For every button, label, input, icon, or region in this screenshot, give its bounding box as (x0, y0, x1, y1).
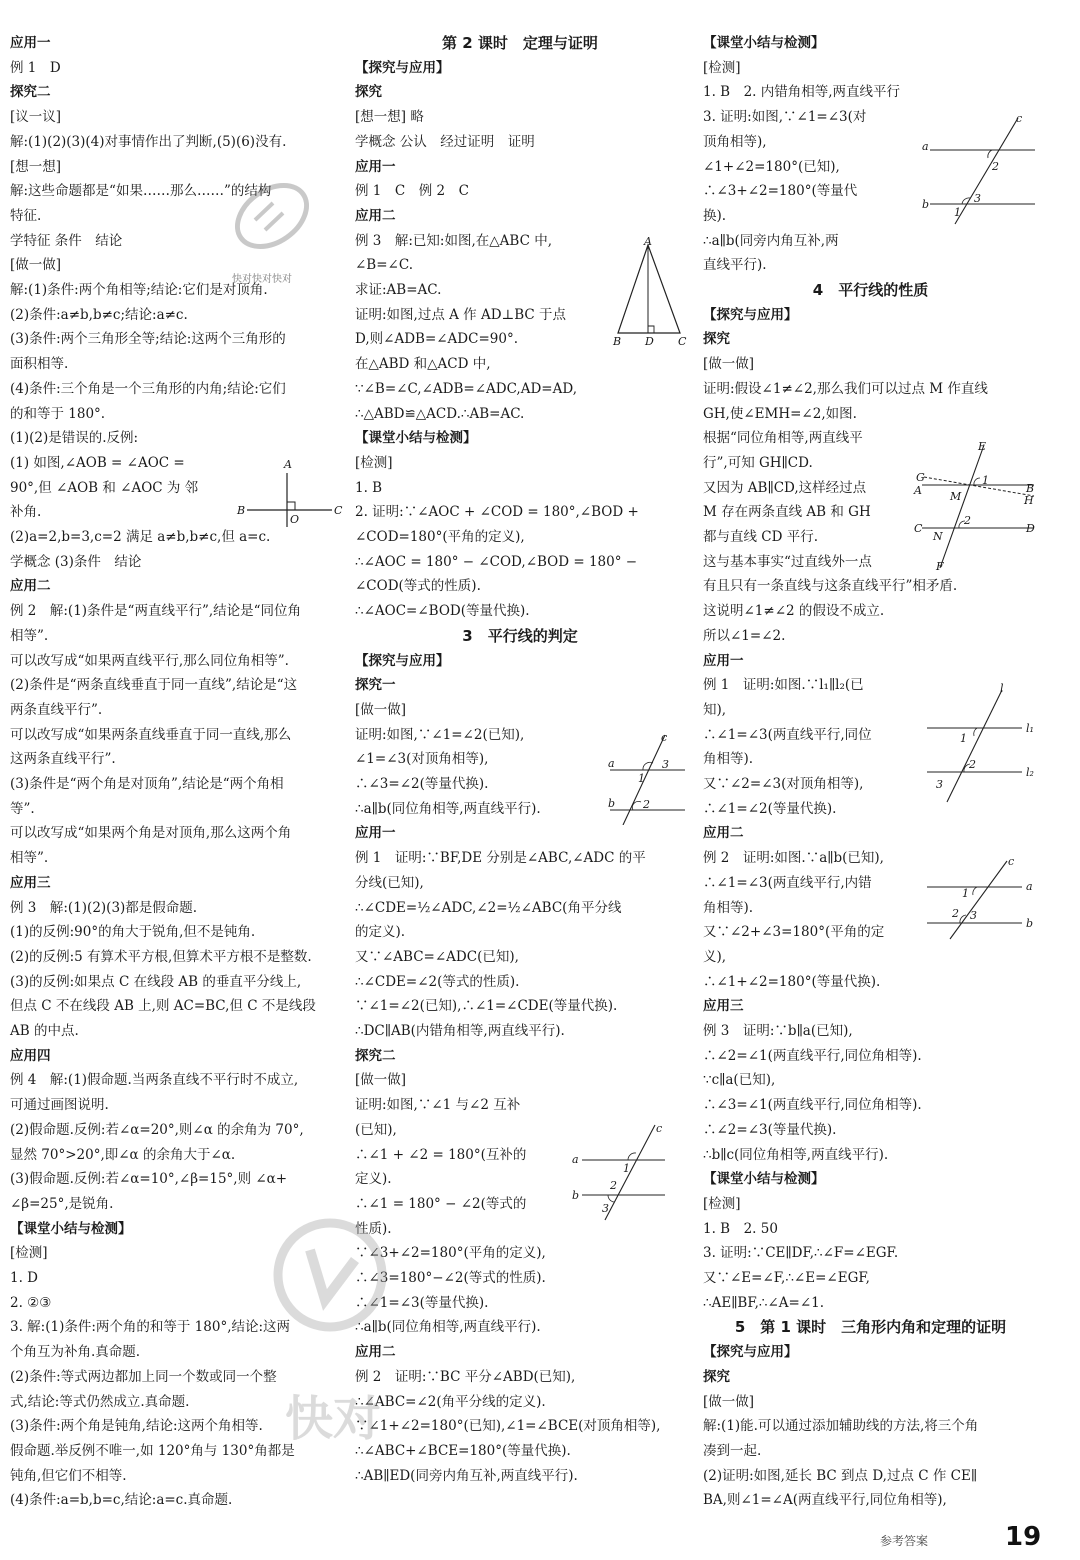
figure-label: A (284, 458, 292, 471)
text-line: ∴∠3=∠2(等量代换). (355, 776, 489, 792)
text-line: 根据“同位角相等,两直线平 (703, 430, 863, 447)
text-line: (3)假命题.反例:若∠α=10°,∠β=15°,则 ∠α+ (10, 1171, 288, 1188)
text-line: (3)条件:两个角是钝角,结论:这两个角相等. (10, 1418, 263, 1435)
figure-isosceles-triangle (610, 235, 695, 350)
text-line: [做一做] (355, 1072, 407, 1089)
text-line: 证明:如图,∵∠1 与∠2 互补 (355, 1097, 521, 1114)
text-line: (1)(2)是错误的.反例: (10, 430, 139, 447)
text-line: 特征. (10, 207, 42, 224)
figure-label: l (1000, 682, 1004, 695)
watermark-logo (225, 168, 320, 263)
figure-label: D (1026, 522, 1035, 535)
figure-label: a (922, 140, 929, 153)
figure-label: b (1026, 917, 1034, 930)
text-line: [想一想] (10, 158, 62, 175)
text-line: 证明:如图,∵∠1=∠2(已知), (355, 726, 525, 743)
text-line: [议一议] (10, 109, 62, 126)
text-line: ∴AE∥BF,∴∠A=∠1. (703, 1294, 825, 1311)
text-line: ∵∠1=∠2(已知),∴∠1=∠CDE(等量代换). (355, 998, 618, 1015)
text-line: 2. 证明:∵∠AOC + ∠COD = 180°,∠BOD + (355, 504, 639, 521)
text-line: 1. D (10, 1270, 38, 1286)
subheading: 探究 (355, 84, 382, 101)
text-line: [做一做] (703, 356, 755, 373)
text-line: ∠β=25°,是锐角. (10, 1195, 114, 1212)
text-line: ∴∠2=∠3(等量代换). (703, 1121, 837, 1138)
text-line: ∴AB∥ED(同旁内角互补,两直线平行). (355, 1467, 578, 1484)
subheading: 应用三 (703, 998, 744, 1015)
text-line: 解:这些命题都是“如果……那么……”的结构 (10, 183, 272, 200)
text-line: (2)条件:等式两边都加上同一个数或同一个整 (10, 1368, 277, 1385)
text-line: 角相等). (703, 899, 754, 916)
figure-label: a (1026, 880, 1033, 893)
text-line: 学特征 条件 结论 (10, 232, 123, 249)
figure-label: 2 (992, 160, 999, 173)
text-line: 知), (703, 701, 727, 718)
text-line: 相等”. (10, 627, 49, 644)
figure-parallel-lines-1 (605, 730, 690, 825)
figure-label: B (1026, 482, 1035, 495)
figure-label: b (922, 198, 930, 211)
text-line: 顶角相等), (703, 133, 767, 150)
text-line: 求证:AB=AC. (355, 282, 442, 298)
figure-label: 3 (602, 1202, 609, 1215)
text-line: (2)证明:如图,延长 BC 到点 D,过点 C 作 CE∥ (703, 1467, 978, 1484)
text-line: 这两条直线平行”. (10, 751, 116, 768)
text-line: 换). (703, 207, 727, 224)
subheading: 应用一 (355, 158, 396, 175)
text-line: ∴△ABD≌△ACD.∴AB=AC. (355, 405, 525, 422)
subheading: 【探究与应用】 (355, 652, 450, 669)
section-heading: 3 平行线的判定 (462, 626, 578, 645)
text-line: 角相等). (703, 751, 754, 768)
figure-label: 2 (969, 758, 976, 771)
text-line: 例 3 解:(1)(2)(3)都是假命题. (10, 899, 198, 916)
figure-label: C (914, 522, 923, 535)
subheading: 应用二 (355, 1344, 396, 1361)
figure-label: 2 (952, 907, 959, 920)
text-line: 钝角,但它们不相等. (10, 1467, 127, 1484)
section-heading: 第 2 课时 定理与证明 (442, 34, 598, 52)
text-line: (3)条件是“两个角是对顶角”,结论是“两个角相 (10, 776, 284, 792)
text-line: 解:(1)条件:两个角相等;结论:它们是对顶角. (10, 282, 268, 298)
text-line: 假命题.举反例不唯一,如 120°角与 130°角都是 (10, 1442, 295, 1459)
text-line: 显然 70°>20°,即∠α 的余角大于∠α. (10, 1146, 236, 1163)
figure-label: 2 (964, 514, 971, 527)
figure-label: c (1016, 112, 1023, 125)
figure-label: a (572, 1153, 579, 1166)
text-line: 在△ABD 和△ACD 中, (355, 356, 491, 373)
text-line: (2)的反例:5 有算术平方根,但算术平方根不是整数. (10, 948, 312, 965)
text-line: 2. ②③ (10, 1294, 52, 1311)
page-number: 19 (1005, 1522, 1042, 1552)
text-line: ∴∠1+∠2=180°(等量代换). (703, 973, 881, 990)
text-line: 例 3 解:已知:如图,在△ABC 中, (355, 232, 552, 249)
text-line: 例 4 解:(1)假命题.当两条直线不平行时不成立, (10, 1072, 299, 1089)
text-line: ∴∠2=∠1(两直线平行,同位角相等). (703, 1047, 922, 1064)
text-line: D,则∠ADB=∠ADC=90°. (355, 331, 518, 348)
text-line: ∠COD(等式的性质). (355, 578, 481, 595)
subheading: 【探究与应用】 (703, 306, 798, 323)
figure-label: C (334, 504, 343, 517)
text-line: ∴∠ABC+∠BCE=180°(等量代换). (355, 1442, 571, 1459)
figure-label: C (678, 335, 687, 348)
subheading: 【课堂小结与检测】 (703, 1171, 825, 1188)
text-line: ∵∠B=∠C,∠ADB=∠ADC,AD=AD, (355, 380, 577, 397)
text-line: 等”. (10, 800, 35, 817)
text-line: 学概念 (3)条件 结论 (10, 553, 142, 570)
text-line: 但点 C 不在线段 AB 上,则 AC=BC,但 C 不是线段 (10, 998, 316, 1015)
text-line: [检测] (703, 59, 741, 76)
text-line: 又∵∠2+∠3=180°(平角的定 (703, 924, 885, 941)
text-line: 可以改写成“如果两直线平行,那么同位角相等”. (10, 652, 289, 669)
text-line: (2)假命题.反例:若∠α=20°,则∠α 的余角为 70°, (10, 1121, 304, 1138)
text-line: ∴∠AOC = 180° − ∠COD,∠BOD = 180° − (355, 553, 638, 570)
text-line: (4)条件:a=b,b=c,结论:a=c.真命题. (10, 1492, 233, 1509)
text-line: 凑到一起. (703, 1442, 762, 1459)
figure-label: D (645, 335, 654, 348)
text-line: 1. B 2. 内错角相等,两直线平行 (703, 84, 901, 101)
figure-label: 3 (974, 192, 981, 205)
text-line: 可通过画图说明. (10, 1097, 109, 1114)
figure-label: 1 (982, 474, 989, 487)
figure-label: B (613, 335, 622, 348)
text-line: ∴∠1 + ∠2 = 180°(互补的 (355, 1146, 527, 1163)
figure-label: b (608, 797, 616, 810)
figure-label: c (656, 1122, 663, 1135)
section-heading: 4 平行线的性质 (812, 281, 929, 299)
subheading: 应用四 (10, 1047, 51, 1064)
text-line: ∴∠3=180°−∠2(等式的性质). (355, 1270, 546, 1286)
text-line: 可以改写成“如果两条直线垂直于同一直线,那么 (10, 726, 292, 743)
text-line: 直线平行). (703, 257, 767, 274)
text-line: 可以改写成“如果两个角是对顶角,那么这两个角 (10, 825, 292, 842)
watermark-seal (270, 1205, 390, 1355)
figure-label: 3 (936, 778, 943, 791)
subheading: 【课堂小结与检测】 (10, 1220, 132, 1237)
subheading: 探究一 (355, 677, 396, 694)
text-line: 面积相等. (10, 356, 69, 373)
text-line: 个角互为补角.真命题. (10, 1344, 141, 1361)
subheading: 探究二 (10, 84, 51, 101)
figure-label: c (1008, 855, 1015, 868)
text-line: [检测] (10, 1245, 48, 1262)
text-line: ∴∠1=∠3(两直线平行,内错 (703, 874, 872, 891)
figure-right-angle (232, 455, 352, 530)
figure-label: c (661, 731, 668, 744)
text-line: 例 1 证明:如图.∵l₁∥l₂(已 (703, 677, 864, 694)
text-line: (2)条件:a≠b,b≠c;结论:a≠c. (10, 306, 188, 323)
text-line: 1. B 2. 50 (703, 1220, 778, 1237)
text-line: [检测] (703, 1195, 741, 1212)
subheading: 应用二 (355, 207, 396, 224)
text-line: ∴∠3+∠2=180°(等量代 (703, 183, 858, 200)
text-line: ∴∠1=∠3(两直线平行,同位 (703, 726, 872, 743)
text-line: 式,结论:等式仍然成立.真命题. (10, 1393, 190, 1410)
text-line: ∴b∥c(同位角相等,两直线平行). (703, 1146, 889, 1163)
text-line: (3)的反例:如果点 C 在线段 AB 的垂直平分线上, (10, 973, 302, 990)
text-line: ∵c∥a(已知), (703, 1072, 776, 1089)
text-line: [做一做] (355, 701, 407, 718)
text-line: (3)条件:两个三角形全等;结论:这两个三角形的 (10, 331, 286, 348)
text-line: 3. 证明:如图,∵∠1=∠3(对 (703, 109, 867, 126)
text-line: 定义). (355, 1171, 392, 1188)
text-line: 义), (703, 948, 727, 965)
text-line: 又∵∠ABC=∠ADC(已知), (355, 948, 519, 965)
text-line: ∴∠CDE=∠2(等式的性质). (355, 973, 520, 990)
text-line: 例 1 证明:∵BF,DE 分别是∠ABC,∠ADC 的平 (355, 850, 646, 867)
figure-label: a (608, 757, 615, 770)
subheading: 【探究与应用】 (355, 59, 450, 76)
text-line: ∠1=∠3(对顶角相等), (355, 751, 489, 768)
figure-label: E (978, 440, 987, 453)
text-line: ∴DC∥AB(内错角相等,两直线平行). (355, 1023, 565, 1039)
figure-label: O (290, 513, 300, 526)
text-line: ∠B=∠C. (355, 257, 413, 274)
figure-label: F (936, 560, 944, 573)
subheading: 应用二 (703, 825, 744, 842)
text-line: (已知), (355, 1121, 397, 1138)
text-line: 又∵∠2=∠3(对顶角相等), (703, 776, 864, 792)
figure-label: G (916, 471, 925, 484)
text-line: ∴∠AOC=∠BOD(等量代换). (355, 603, 530, 620)
figure-label: 1 (623, 1162, 630, 1175)
subheading: 探究 (703, 1368, 730, 1385)
text-line: 所以∠1=∠2. (703, 627, 786, 644)
figure-parallel-property (912, 440, 1047, 575)
text-line: 3. 解:(1)条件:两个角的和等于 180°,结论:这两 (10, 1319, 291, 1336)
figure-label: l₂ (1026, 766, 1034, 779)
text-line: 例 1 D (10, 59, 61, 76)
figure-label: N (933, 530, 943, 543)
subheading: 应用一 (355, 825, 396, 842)
figure-label: 3 (970, 909, 977, 922)
figure-label: H (1024, 494, 1034, 507)
figure-label: A (914, 484, 922, 497)
text-line: ∵∠1+∠2=180°(已知),∠1=∠BCE(对顶角相等), (355, 1418, 661, 1435)
text-line: 解:(1)(2)(3)(4)对事情作出了判断,(5)(6)没有. (10, 133, 287, 150)
figure-a-b (922, 855, 1042, 940)
figure-parallel-lines-2 (570, 1120, 670, 1225)
text-line: M 存在两条直线 AB 和 GH (703, 504, 871, 521)
subheading: 探究二 (355, 1047, 396, 1064)
text-line: 行”,可知 GH∥CD. (703, 454, 813, 471)
section-heading: 5 第 1 课时 三角形内角和定理的证明 (734, 1318, 1007, 1337)
text-line: ∴a∥b(同位角相等,两直线平行). (355, 800, 541, 817)
text-line: ∴∠CDE=½∠ADC,∠2=½∠ABC(角平分线 (355, 899, 622, 916)
figure-label: B (237, 504, 246, 517)
figure-label: 1 (960, 732, 967, 745)
text-line: ∠COD=180°(平角的定义), (355, 529, 525, 545)
text-line: 的和等于 180°. (10, 405, 106, 422)
figure-l1-l2 (922, 680, 1042, 805)
text-line: AB 的中点. (10, 1023, 79, 1039)
text-line: 又∵∠E=∠F,∴∠E=∠EGF, (703, 1270, 870, 1286)
text-line: 都与直线 CD 平行. (703, 529, 819, 545)
text-line: 有且只有一条直线与这条直线平行”相矛盾. (703, 578, 958, 595)
text-line: 学概念 公认 经过证明 证明 (355, 133, 535, 150)
text-line: ∵∠3+∠2=180°(平角的定义), (355, 1245, 546, 1262)
subheading: 应用一 (10, 35, 51, 51)
text-line: 补角. (10, 504, 42, 521)
figure-label: 2 (643, 798, 650, 811)
text-line: 证明:如图,过点 A 作 AD⊥BC 于点 (355, 306, 567, 323)
figure-parallel-lines-3 (920, 112, 1040, 227)
text-line: (1)的反例:90°的角大于锐角,但不是钝角. (10, 924, 256, 941)
text-line: 3. 证明:∵CE∥DF,∴∠F=∠EGF. (703, 1245, 899, 1262)
figure-label: 3 (662, 758, 669, 771)
text-line: 解:(1)能.可以通过添加辅助线的方法,将三个角 (703, 1418, 979, 1435)
subheading: 【课堂小结与检测】 (355, 430, 477, 447)
figure-label: M (950, 490, 962, 503)
text-line: ∴a∥b(同位角相等,两直线平行). (355, 1319, 541, 1336)
text-line: 性质). (355, 1220, 392, 1237)
footer-label: 参考答案 (880, 1534, 929, 1548)
text-line: ∴∠1=∠2(等量代换). (703, 800, 837, 817)
text-line: ∴∠ABC=∠2(角平分线的定义). (355, 1393, 546, 1410)
text-line: 例 2 证明:∵BC 平分∠ABD(已知), (355, 1368, 576, 1385)
text-line: (2)a=2,b=3,c=2 满足 a≠b,b≠c,但 a=c. (10, 529, 271, 545)
text-line: 例 3 证明:∵b∥a(已知), (703, 1023, 853, 1039)
figure-label: b (572, 1189, 580, 1202)
text-line: BA,则∠1=∠A(两直线平行,同位角相等), (703, 1492, 947, 1509)
text-line: 分线(已知), (355, 874, 424, 891)
text-line: 例 2 解:(1)条件是“两直线平行”,结论是“同位角 (10, 603, 302, 620)
text-line: GH,使∠EMH=∠2,如图. (703, 405, 857, 422)
figure-label: A (644, 235, 652, 248)
watermark-text-big: 快对 (285, 1391, 382, 1447)
text-line: 两条直线平行”. (10, 701, 103, 718)
text-line: 这说明∠1≠∠2 的假设不成立. (703, 603, 885, 620)
text-line: (4)条件:三个角是一个三角形的内角;结论:它们 (10, 380, 286, 397)
text-line: 90°,但 ∠AOB 和 ∠AOC 为 邻 (10, 479, 199, 496)
subheading: 【课堂小结与检测】 (703, 35, 825, 51)
text-line: [想一想] 略 (355, 109, 424, 126)
text-line: 证明:假设∠1≠∠2,那么我们可以过点 M 作直线 (703, 380, 988, 397)
text-line: 例 2 证明:如图.∵a∥b(已知), (703, 850, 884, 867)
figure-label: 1 (638, 772, 645, 785)
text-line: ∴∠1 = 180° − ∠2(等式的 (355, 1195, 527, 1212)
text-line: 相等”. (10, 850, 49, 867)
figure-label: l₁ (1026, 722, 1034, 735)
subheading: 应用二 (10, 578, 51, 595)
text-line: 例 1 C 例 2 C (355, 183, 469, 200)
watermark-text-small: 快对快对快对 (232, 274, 292, 285)
figure-label: 1 (954, 206, 961, 219)
text-line: [做一做] (703, 1393, 755, 1410)
subheading: 【探究与应用】 (703, 1344, 798, 1361)
text-line: [做一做] (10, 257, 62, 274)
subheading: 应用一 (703, 652, 744, 669)
text-line: ∠1+∠2=180°(已知), (703, 158, 840, 175)
figure-label: 2 (610, 1179, 617, 1192)
text-line: 1. B (355, 479, 383, 496)
text-line: [检测] (355, 454, 393, 471)
text-line: ∴a∥b(同旁内角互补,两 (703, 232, 839, 249)
text-line: ∴∠1=∠3(等量代换). (355, 1294, 489, 1311)
subheading: 应用三 (10, 874, 51, 891)
text-line: (2)条件是“两条直线垂直于同一直线”,结论是“这 (10, 677, 298, 694)
text-line: 这与基本事实“过直线外一点 (703, 553, 872, 570)
text-line: ∴∠3=∠1(两直线平行,同位角相等). (703, 1097, 922, 1114)
figure-label: 1 (962, 887, 969, 900)
text-line: 又因为 AB∥CD,这样经过点 (703, 479, 867, 496)
text-line: (1) 如图,∠AOB = ∠AOC = (10, 454, 185, 471)
text-line: 的定义). (355, 924, 406, 941)
subheading: 探究 (703, 331, 730, 348)
